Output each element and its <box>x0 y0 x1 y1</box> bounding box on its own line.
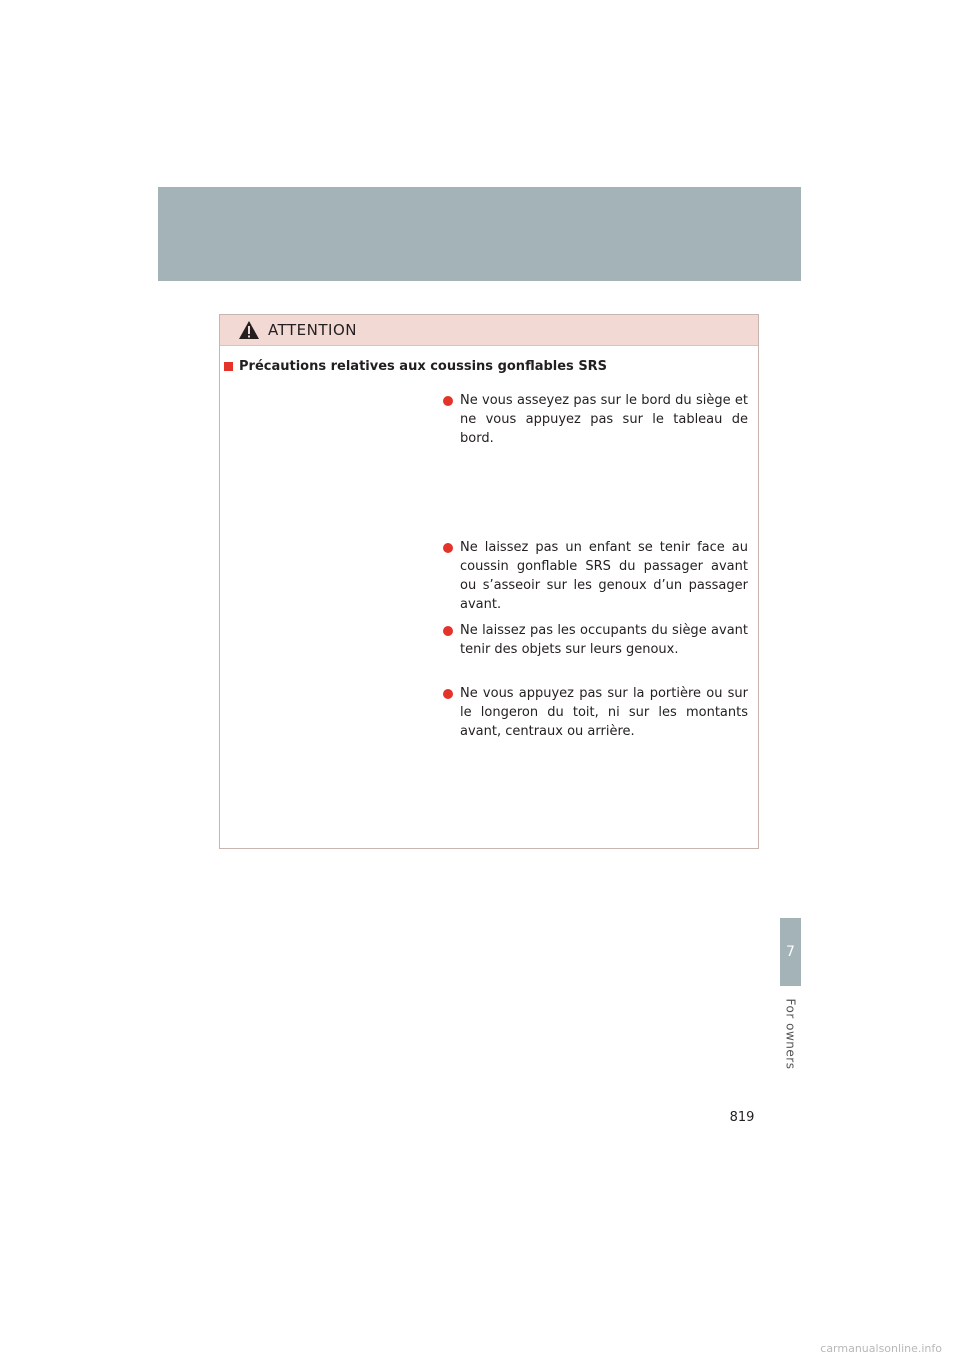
warning-bullet: Ne vous asseyez pas sur le bord du siège et ne vous appuyez pas sur le tableau de bord. <box>442 391 748 448</box>
header-band <box>158 187 801 281</box>
warning-subheading-text: Précautions relatives aux coussins gonflables SRS <box>239 359 608 374</box>
warning-header <box>220 315 758 346</box>
square-bullet-icon <box>224 362 233 371</box>
bullet-dot-icon <box>443 689 453 699</box>
chapter-number: 7 <box>786 944 795 960</box>
watermark-text: carmanualsonline.info <box>820 1341 942 1355</box>
page-number: 819 <box>729 1110 755 1125</box>
footer-watermark <box>0 1338 960 1358</box>
chapter-label-text: For owners <box>783 998 797 1069</box>
chapter-tab[interactable] <box>780 918 801 986</box>
warning-bullet: Ne laissez pas un enfant se tenir face au coussin gonflable SRS du passager avant ou s’asseoir sur les genoux d’un passager avant. <box>442 538 748 614</box>
bullet-dot-icon <box>443 626 453 636</box>
warning-box <box>219 314 759 849</box>
bullet-dot-icon <box>443 396 453 406</box>
warning-bullet: Ne vous appuyez pas sur la portière ou sur le longeron du toit, ni sur les montants avant, centraux ou arrière. <box>442 684 748 741</box>
chapter-label <box>770 996 810 1071</box>
bullet-dot-icon <box>443 543 453 553</box>
warning-bullet: Ne laissez pas les occupants du siège avant tenir des objets sur leurs genoux. <box>442 621 748 659</box>
warning-title: ATTENTION <box>268 321 357 339</box>
warning-triangle-icon <box>238 320 260 340</box>
warning-subheading <box>224 359 607 374</box>
